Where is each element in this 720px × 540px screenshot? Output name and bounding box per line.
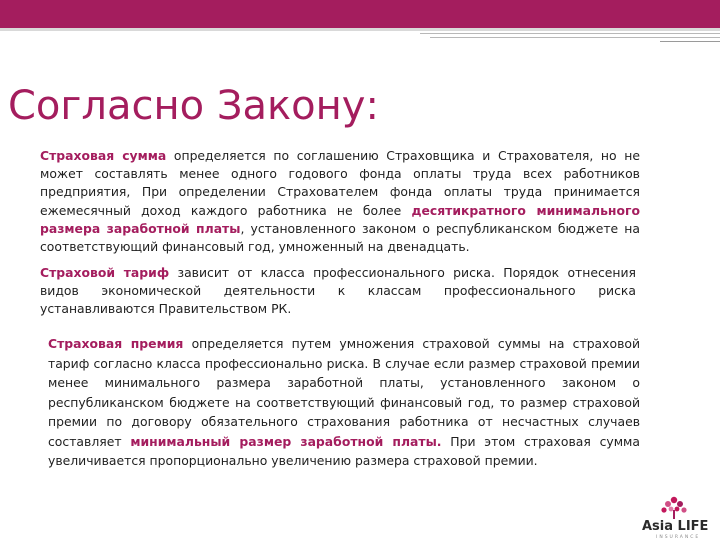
slide-title: Согласно Закону:: [8, 83, 379, 129]
emphasis-min-wage: минимальный размер заработной платы.: [130, 433, 442, 449]
header-divider: [0, 28, 720, 31]
term-insurance-rate: Страховой тариф: [40, 265, 170, 280]
term-insured-sum: Страховая сумма: [40, 148, 167, 163]
paragraph-text: зависит от класса профессионального риска. Порядок отнесения видов экономической деятельности к классам профессионального риска устанавливаются Правительством РК.: [40, 265, 637, 317]
paragraph-insurance-rate: [40, 264, 636, 319]
emphasis-tenfold: десятикратного минимального размера заработной платы: [40, 202, 640, 236]
header-bar: [0, 0, 720, 28]
logo-sub-text: INSURANCE: [656, 535, 701, 540]
paragraph-insured-sum: [40, 147, 640, 256]
tree-icon: [661, 497, 686, 519]
paragraph-text: определяется по соглашению Страховщика и Страхователя, но не может составлять менее одного годового фонда оплаты труда всех работников предприятия, При определении Страхователем фонда оплаты труда принимается ежемесячный доход каждого работника не более: [40, 148, 640, 218]
paragraph-text: определяется путем умножения страховой суммы на страховой тариф согласно класса профессионально риска. В случае если размер страховой премии менее минимального размера заработной платы, установленного законом о республиканском бюджете на соответствующий финансовый год, то размер страховой премии по договору обязательного страхования работника от несчастных случаев составляет: [48, 336, 640, 449]
paragraph-insurance-premium: [48, 334, 640, 471]
paragraph-text: , установленного законом о республиканском бюджете на соответствующий финансовый год, умноженный на двенадцать.: [40, 220, 640, 255]
paragraph-text: При этом страховая сумма увеличивается пропорционально увеличению размера страховой премии.: [48, 433, 641, 468]
term-insurance-premium: Страховая премия: [48, 336, 184, 351]
logo-brand-text: Asia LIFE: [642, 519, 709, 534]
asia-life-logo: [640, 494, 718, 540]
